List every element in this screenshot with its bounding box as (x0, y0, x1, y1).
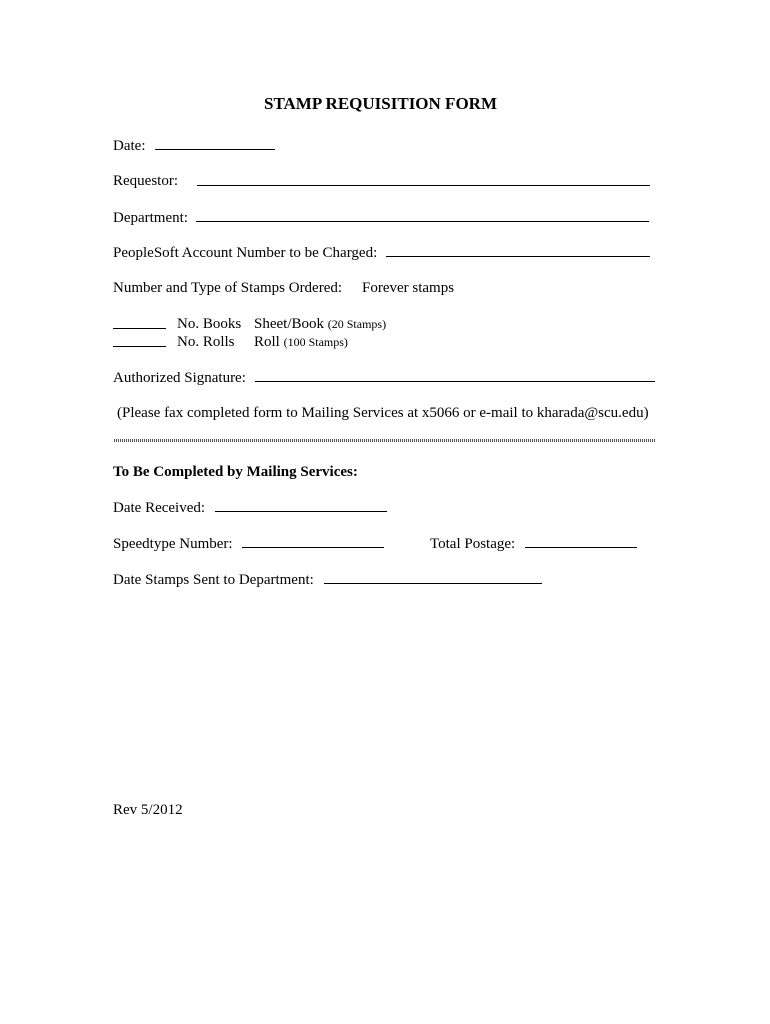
books-qty: (20 Stamps) (327, 317, 387, 331)
rolls-unit-row (254, 333, 348, 351)
signature-label: Authorized Signature: (113, 370, 246, 386)
total-postage-label: Total Postage: (430, 536, 516, 552)
department-field[interactable] (196, 208, 649, 222)
instructions-text: (Please fax completed form to Mailing Services at x5066 or e-mail to kharada@scu.edu) (117, 405, 649, 421)
books-unit-row (254, 315, 386, 333)
books-label: No. Books (177, 316, 242, 332)
date-sent-label: Date Stamps Sent to Department: (113, 572, 314, 588)
stamps-type: Forever stamps (362, 280, 455, 296)
account-row (113, 243, 650, 262)
date-label: Date: (113, 138, 146, 154)
rolls-unit: Roll (254, 334, 280, 350)
date-sent-field[interactable] (324, 570, 542, 584)
account-label: PeopleSoft Account Number to be Charged: (113, 245, 378, 261)
signature-row (113, 368, 655, 387)
speedtype-field[interactable] (242, 534, 384, 548)
mailing-heading: To Be Completed by Mailing Services: (113, 464, 358, 480)
department-row (113, 208, 649, 227)
date-received-field[interactable] (215, 498, 387, 512)
rolls-qty: (100 Stamps) (283, 335, 348, 349)
department-label: Department: (113, 210, 188, 226)
signature-field[interactable] (255, 368, 655, 382)
stamps-label: Number and Type of Stamps Ordered: (113, 280, 343, 296)
date-row (113, 136, 275, 155)
form-title: STAMP REQUISITION FORM (264, 94, 497, 113)
books-unit: Sheet/Book (254, 316, 324, 332)
separator-line (114, 439, 656, 442)
date-field[interactable] (155, 136, 275, 150)
requestor-label: Requestor: (113, 173, 178, 189)
speedtype-label: Speedtype Number: (113, 536, 233, 552)
revision-text: Rev 5/2012 (113, 802, 183, 818)
date-received-label: Date Received: (113, 500, 206, 516)
requestor-field[interactable] (197, 172, 650, 186)
date-received-row (113, 498, 387, 517)
rolls-field[interactable] (113, 333, 166, 347)
rolls-row (113, 333, 166, 352)
total-postage-row (430, 534, 637, 553)
speedtype-row (113, 534, 384, 553)
date-sent-row (113, 570, 542, 589)
total-postage-field[interactable] (525, 534, 637, 548)
books-row (113, 315, 166, 334)
account-field[interactable] (386, 243, 650, 257)
requestor-row (197, 172, 650, 191)
rolls-label: No. Rolls (177, 334, 235, 350)
books-field[interactable] (113, 315, 166, 329)
